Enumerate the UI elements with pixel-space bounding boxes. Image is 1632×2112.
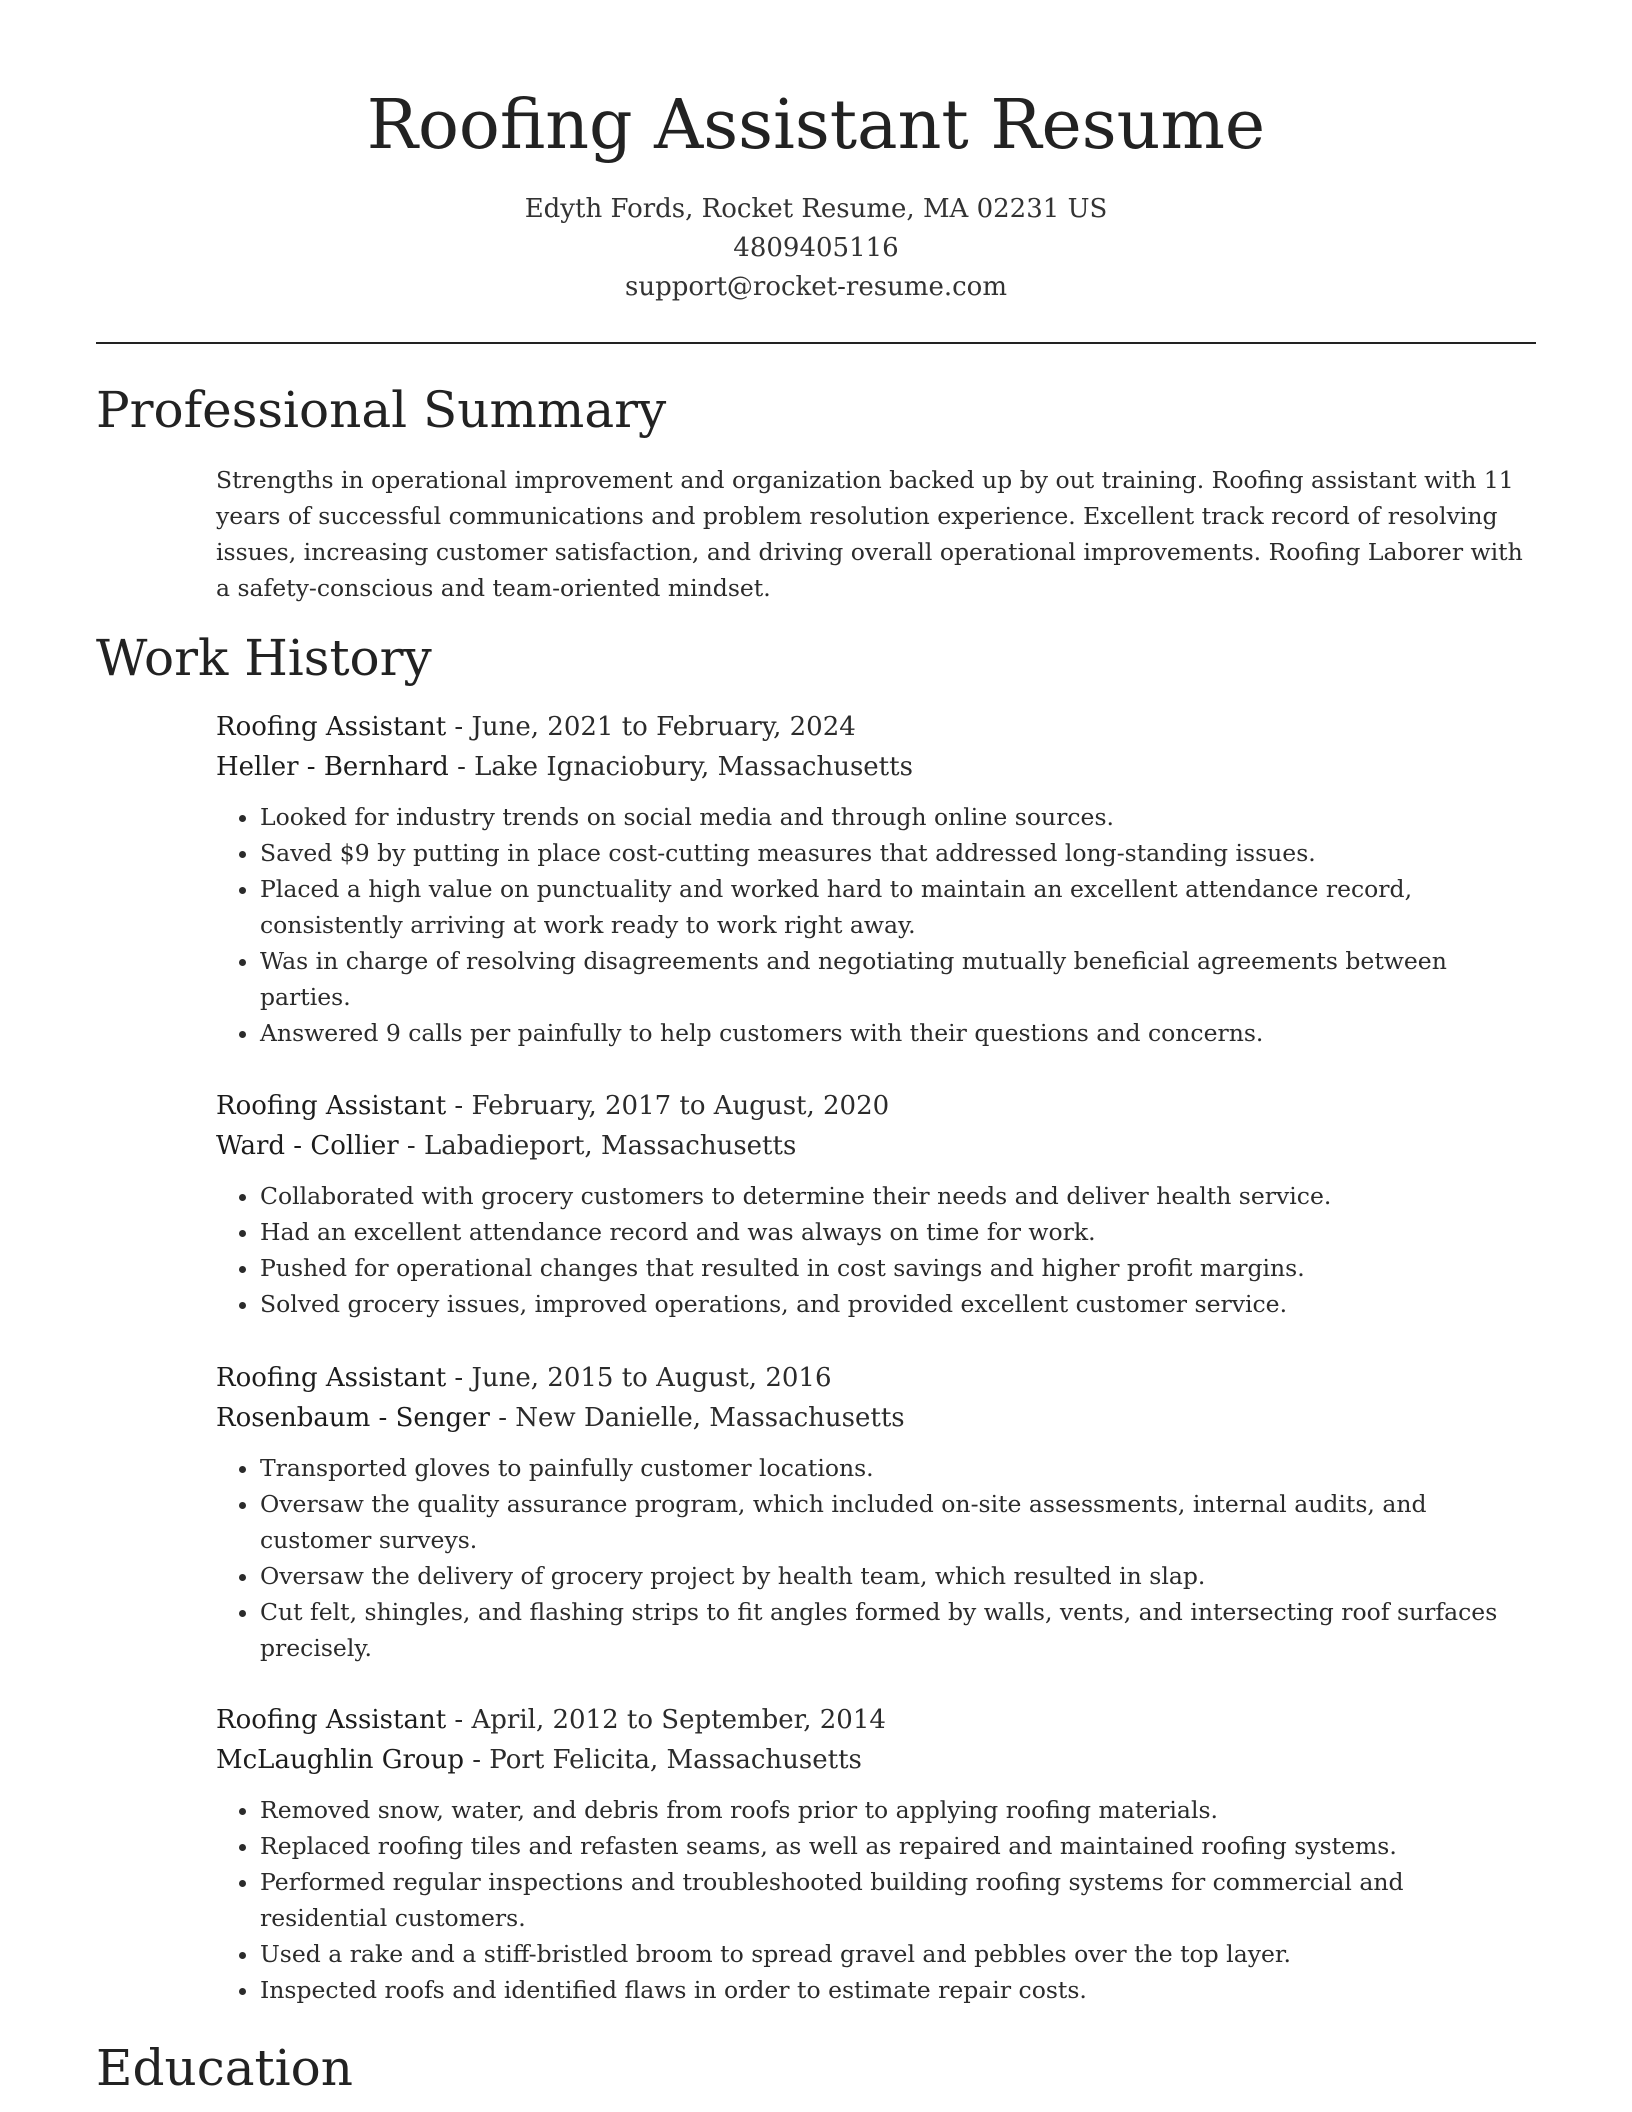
list-item: • Saved $9 by putting in place cost-cutting measures that addressed long-standing issues. bbox=[260, 835, 1536, 871]
job-title-line: Roofing Assistant - June, 2021 to February, 2024 bbox=[216, 712, 856, 742]
job-company-line: Heller - Bernhard - Lake Ignaciobury, Massachusetts bbox=[216, 752, 913, 782]
list-item: • Collaborated with grocery customers to determine their needs and deliver health service. bbox=[260, 1178, 1536, 1214]
job-bullets bbox=[216, 1450, 1536, 1666]
contact-email: support@rocket-resume.com bbox=[624, 272, 1007, 302]
job-company: Ward - Collier bbox=[216, 1131, 399, 1161]
list-item: • Oversaw the delivery of grocery project by health team, which resulted in slap. bbox=[260, 1558, 1536, 1594]
summary-text: Strengths in operational improvement and organization backed up by out training. Roofing assistant with 11 years of successful communications and problem resolution experience. Excellent track record of resolving issues, increasing customer satisfaction, and driving overall operational improvements. Roofing Laborer with a safety-conscious and team-oriented mindset. bbox=[216, 466, 1523, 602]
job-title: Roofing Assistant bbox=[216, 1091, 447, 1121]
job-dates: February, 2017 to August, 2020 bbox=[471, 1091, 890, 1121]
resume-title: Roofing Assistant Resume bbox=[366, 86, 1266, 165]
list-item: • Answered 9 calls per painfully to help customers with their questions and concerns. bbox=[260, 1015, 1536, 1051]
list-item: • Solved grocery issues, improved operations, and provided excellent customer service. bbox=[260, 1286, 1536, 1322]
job-dates: April, 2012 to September, 2014 bbox=[471, 1705, 886, 1735]
header-divider bbox=[96, 342, 1536, 344]
list-item: • Cut felt, shingles, and flashing strips to fit angles formed by walls, vents, and intersecting roof surfaces precisely. bbox=[260, 1594, 1536, 1666]
job-company: Rosenbaum - Senger bbox=[216, 1403, 490, 1433]
job-company: McLaughlin Group bbox=[216, 1745, 464, 1775]
list-item: • Replaced roofing tiles and refasten seams, as well as repaired and maintained roofing systems. bbox=[260, 1828, 1536, 1864]
contact-block bbox=[96, 190, 1536, 307]
job-title: Roofing Assistant bbox=[216, 712, 447, 742]
list-item: • Transported gloves to painfully customer locations. bbox=[260, 1450, 1536, 1486]
job-location: Port Felicita, Massachusetts bbox=[489, 1745, 862, 1775]
job-company-line: Ward - Collier - Labadieport, Massachusetts bbox=[216, 1131, 797, 1161]
contact-address: Edyth Fords, Rocket Resume, MA 02231 US bbox=[524, 194, 1108, 224]
job-title-line: Roofing Assistant - February, 2017 to August, 2020 bbox=[216, 1091, 890, 1121]
job-company-line: McLaughlin Group - Port Felicita, Massachusetts bbox=[216, 1745, 862, 1775]
job-entry bbox=[216, 1700, 1536, 2008]
job-dates: June, 2021 to February, 2024 bbox=[471, 712, 856, 742]
job-title-line: Roofing Assistant - April, 2012 to September, 2014 bbox=[216, 1705, 886, 1735]
education-heading: Education bbox=[96, 2039, 353, 2097]
list-item: • Used a rake and a stiff-bristled broom to spread gravel and pebbles over the top layer. bbox=[260, 1936, 1536, 1972]
list-item: • Placed a high value on punctuality and worked hard to maintain an excellent attendance record, consistently arriving at work ready to work right away. bbox=[260, 871, 1536, 943]
list-item: • Performed regular inspections and troubleshooted building roofing systems for commercial and residential customers. bbox=[260, 1864, 1536, 1936]
list-item: • Pushed for operational changes that resulted in cost savings and higher profit margins. bbox=[260, 1250, 1536, 1286]
job-title-line: Roofing Assistant - June, 2015 to August, 2016 bbox=[216, 1363, 832, 1393]
list-item: • Inspected roofs and identified flaws in order to estimate repair costs. bbox=[260, 1972, 1536, 2008]
job-company-line: Rosenbaum - Senger - New Danielle, Massachusetts bbox=[216, 1403, 905, 1433]
job-location: Lake Ignaciobury, Massachusetts bbox=[474, 752, 913, 782]
work-history-heading: Work History bbox=[96, 629, 432, 687]
list-item: • Looked for industry trends on social media and through online sources. bbox=[260, 799, 1536, 835]
list-item: • Had an excellent attendance record and was always on time for work. bbox=[260, 1214, 1536, 1250]
job-location: Labadieport, Massachusetts bbox=[424, 1131, 797, 1161]
job-entry bbox=[216, 1086, 1536, 1322]
job-bullets bbox=[216, 1178, 1536, 1322]
job-location: New Danielle, Massachusetts bbox=[515, 1403, 905, 1433]
job-dates: June, 2015 to August, 2016 bbox=[471, 1363, 832, 1393]
summary-heading: Professional Summary bbox=[96, 381, 667, 439]
job-title: Roofing Assistant bbox=[216, 1705, 447, 1735]
contact-phone: 4809405116 bbox=[733, 233, 899, 263]
job-bullets bbox=[216, 799, 1536, 1051]
list-item: • Oversaw the quality assurance program, which included on-site assessments, internal audits, and customer surveys. bbox=[260, 1486, 1536, 1558]
job-company: Heller - Bernhard bbox=[216, 752, 449, 782]
job-entry bbox=[216, 707, 1536, 1051]
job-bullets bbox=[216, 1792, 1536, 2008]
list-item: • Was in charge of resolving disagreements and negotiating mutually beneficial agreements between parties. bbox=[260, 943, 1536, 1015]
job-entry bbox=[216, 1358, 1536, 1666]
job-title: Roofing Assistant bbox=[216, 1363, 447, 1393]
list-item: • Removed snow, water, and debris from roofs prior to applying roofing materials. bbox=[260, 1792, 1536, 1828]
